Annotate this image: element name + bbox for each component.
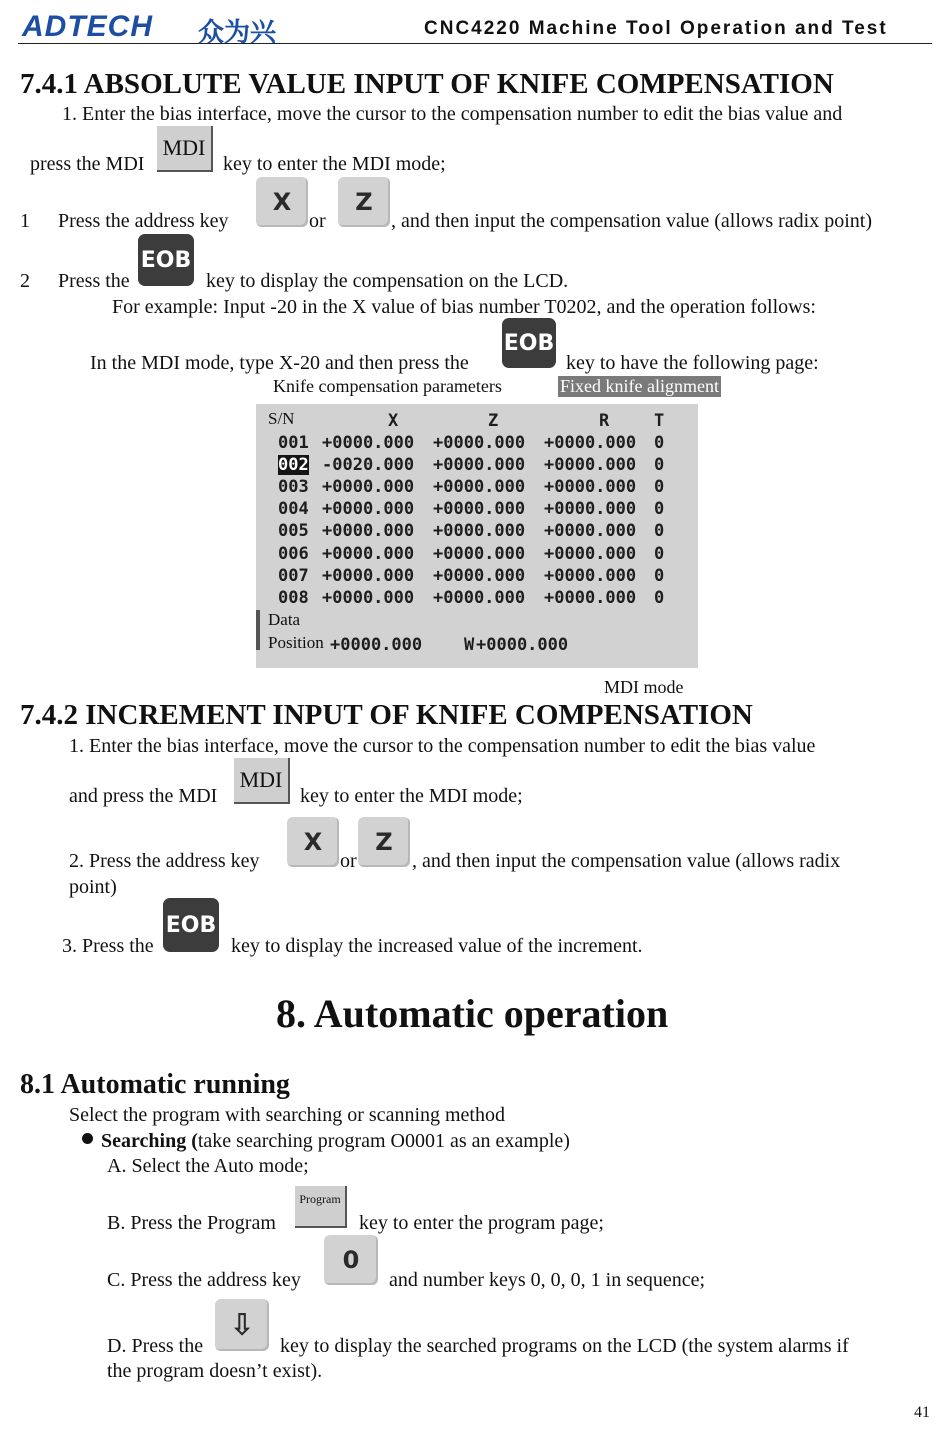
- sec742-step2-cont: point): [69, 876, 117, 898]
- ch8-bullet: [101, 1129, 570, 1153]
- sec742-step1b-post: key to enter the MDI mode;: [300, 785, 523, 807]
- lcd-cell: +0000.000: [433, 587, 526, 608]
- lcd-col-r: R: [599, 411, 610, 431]
- ch8-step-d-pre: D. Press the: [107, 1335, 204, 1357]
- lcd-cell: 0: [654, 565, 665, 586]
- lcd-cell: +0000.000: [544, 433, 637, 453]
- page-number: 41: [914, 1404, 930, 1421]
- lcd-row-sn: 007: [278, 565, 309, 586]
- subsection-heading: 8.1 Automatic running: [20, 1069, 290, 1100]
- ch8-step-c-post: and number keys 0, 0, 0, 1 in sequence;: [389, 1269, 706, 1291]
- lcd-cell: +0000.000: [433, 433, 526, 453]
- company-logo-cn: 众为兴: [198, 17, 277, 47]
- x-key: X: [287, 817, 339, 867]
- sec742-step2-post: , and then input the compensation value (allows radix: [412, 850, 841, 872]
- lcd-cell: +0000.000: [544, 455, 637, 476]
- sec742-step1b-pre: and press the MDI: [69, 785, 218, 807]
- lcd-cell: +0000.000: [433, 565, 526, 586]
- header-rule: [18, 43, 932, 44]
- lcd-row-sn: 008: [278, 587, 309, 608]
- lcd-cell: +0000.000: [322, 543, 415, 564]
- sec741-step3-post: key to display the compensation on the LCD.: [206, 270, 569, 292]
- eob-key: EOB: [163, 898, 219, 952]
- lcd-cell: +0000.000: [322, 499, 415, 520]
- lcd-cell: +0000.000: [433, 455, 526, 476]
- lcd-row-sn: 006: [278, 543, 309, 564]
- sec741-mdi-pre: In the MDI mode, type X-20 and then press the: [90, 352, 469, 374]
- ch8-bullet-rest: take searching program O0001 as an example): [197, 1130, 570, 1152]
- sec741-step2-or: or: [309, 210, 326, 232]
- screen-badge: Fixed knife alignment: [560, 376, 719, 396]
- ch8-step-d-post: key to display the searched programs on the LCD (the system alarms if: [280, 1335, 849, 1357]
- lcd-cell: +0000.000: [433, 499, 526, 520]
- lcd-cell: 0: [654, 455, 665, 476]
- sec742-step2-pre: 2. Press the address key: [69, 850, 260, 872]
- z-key: Z: [358, 817, 410, 867]
- sec741-step2-post: , and then input the compensation value (allows radix point): [391, 210, 872, 232]
- lcd-cell: +0000.000: [544, 565, 637, 586]
- sec741-step3-num: 2: [20, 270, 30, 292]
- lcd-row-sn: 004: [278, 499, 309, 520]
- ch8-step-c-pre: C. Press the address key: [107, 1269, 301, 1291]
- sec742-step2-or: or: [340, 850, 357, 872]
- lcd-cell: -0020.000: [322, 455, 415, 476]
- lcd-cell: +0000.000: [322, 521, 415, 542]
- lcd-row-sn: 003: [278, 477, 309, 498]
- ch8-step-a: A. Select the Auto mode;: [107, 1155, 309, 1177]
- lcd-row-sn: 005: [278, 521, 309, 542]
- sec741-mdi-post: key to have the following page:: [566, 352, 819, 374]
- sec741-example: For example: Input -20 in the X value of bias number T0202, and the operation follows:: [112, 296, 816, 318]
- eob-key: EOB: [502, 318, 556, 368]
- lcd-col-t: T: [654, 411, 665, 431]
- program-key: Program: [295, 1186, 347, 1228]
- sec741-step2-pre: Press the address key: [58, 210, 229, 232]
- lcd-col-x: X: [388, 411, 399, 431]
- lcd-cell: +0000.000: [322, 477, 415, 498]
- sec741-step1b-post: key to enter the MDI mode;: [223, 153, 446, 175]
- chapter-heading: 8. Automatic operation: [276, 991, 669, 1036]
- lcd-sn-label: S/N: [268, 409, 295, 428]
- lcd-cell: +0000.000: [433, 477, 526, 498]
- lcd-side-bar: [256, 610, 260, 650]
- lcd-cell: 0: [654, 587, 665, 608]
- eob-key: EOB: [138, 234, 194, 286]
- ch8-bullet-bold: Searching (: [101, 1130, 198, 1152]
- company-logo: ADTECH: [22, 10, 153, 43]
- screen-mode: MDI mode: [604, 677, 684, 697]
- lcd-cell: 0: [654, 433, 665, 453]
- lcd-cell: +0000.000: [544, 521, 637, 542]
- sec741-step1a: 1. Enter the bias interface, move the cursor to the compensation number to edit the bias value and: [62, 103, 843, 125]
- lcd-cell: 0: [654, 543, 665, 564]
- lcd-cell: +0000.000: [544, 477, 637, 498]
- lcd-cell: +0000.000: [322, 587, 415, 608]
- mdi-key: MDI: [157, 126, 213, 172]
- ch8-step-d-cont: the program doesn’t exist).: [107, 1360, 323, 1382]
- down-arrow-key: ⇩: [215, 1299, 269, 1351]
- lcd-row-sn: 002: [278, 455, 309, 476]
- lcd-cell: +0000.000: [544, 543, 637, 564]
- lcd-cell: +0000.000: [322, 565, 415, 586]
- bullet-icon: [82, 1133, 93, 1144]
- lcd-pos-u: +0000.000: [330, 635, 423, 655]
- lcd-cell: +0000.000: [433, 543, 526, 564]
- zero-key: 0: [324, 1235, 378, 1285]
- section-heading-741: 7.4.1 ABSOLUTE VALUE INPUT OF KNIFE COMPENSATION: [20, 68, 834, 100]
- ch8-step-b-post: key to enter the program page;: [359, 1212, 604, 1234]
- lcd-position-label: Position: [268, 633, 324, 652]
- lcd-cell: +0000.000: [544, 587, 637, 608]
- document-title: CNC4220 Machine Tool Operation and Test: [424, 18, 888, 39]
- sec742-step3-post: key to display the increased value of the increment.: [231, 935, 643, 957]
- section-heading-742: 7.4.2 INCREMENT INPUT OF KNIFE COMPENSATION: [20, 699, 753, 731]
- lcd-pos-w-label: W: [464, 635, 475, 655]
- lcd-screen: [256, 404, 698, 668]
- lcd-cell: +0000.000: [322, 433, 415, 453]
- lcd-col-z: Z: [488, 411, 499, 431]
- z-key: Z: [338, 177, 390, 227]
- lcd-cell: 0: [654, 499, 665, 520]
- lcd-row-sn: 001: [278, 433, 309, 453]
- sec741-step3-pre: Press the: [58, 270, 130, 292]
- ch8-intro: Select the program with searching or scanning method: [69, 1104, 505, 1126]
- mdi-key: MDI: [234, 758, 290, 804]
- x-key: X: [256, 177, 308, 227]
- lcd-cell: +0000.000: [544, 499, 637, 520]
- lcd-pos-w: +0000.000: [476, 635, 569, 655]
- sec742-step3-pre: 3. Press the: [62, 935, 154, 957]
- lcd-cell: +0000.000: [433, 521, 526, 542]
- lcd-data-label: Data: [268, 610, 301, 629]
- sec742-step1a: 1. Enter the bias interface, move the cursor to the compensation number to edit the bias value: [69, 735, 816, 757]
- ch8-step-b-pre: B. Press the Program: [107, 1212, 276, 1234]
- sec741-step2-num: 1: [20, 210, 30, 232]
- sec741-step1b-pre: press the MDI: [30, 153, 145, 175]
- screen-title: Knife compensation parameters: [273, 376, 502, 396]
- lcd-cell: 0: [654, 521, 665, 542]
- lcd-cell: 0: [654, 477, 665, 498]
